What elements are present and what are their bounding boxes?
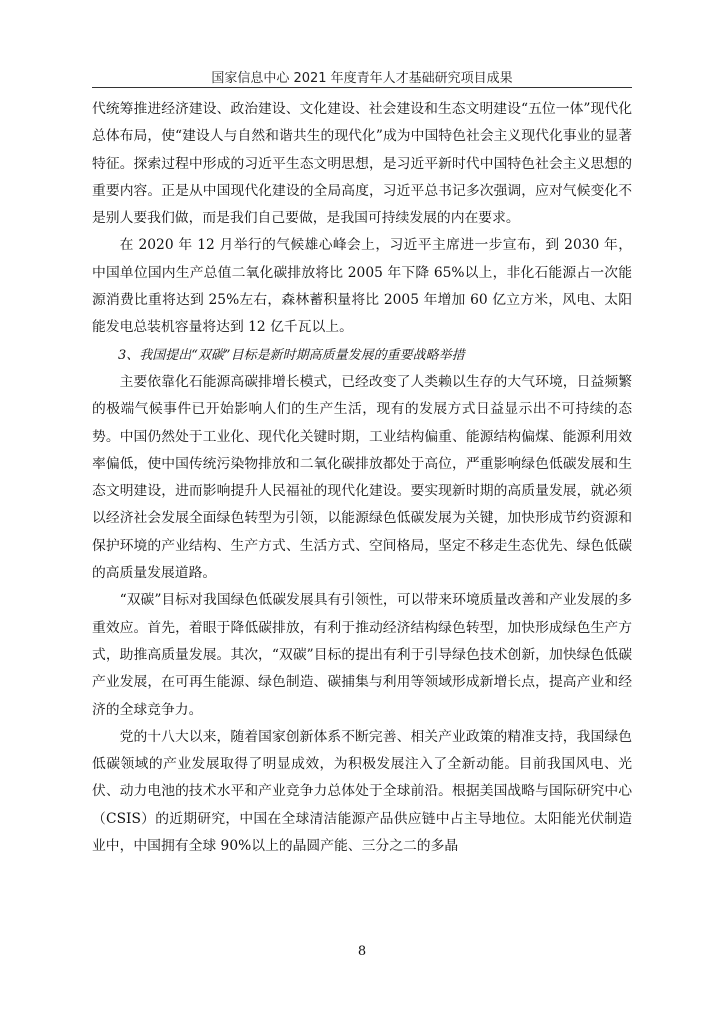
section-heading: 3、我国提出“双碳”目标是新时期高质量发展的重要战略举措 <box>118 347 465 363</box>
paragraph-industry-progress: 党的十八大以来，随着国家创新体系不断完善、相关产业政策的精准支持，我国绿色低碳领域的产业发展取得了明显成效，为积极发展注入了全新动能。目前我国风电、光伏、动力电池的技术水平和产业竞争力总体处于全球前沿。根据美国战略与国际研究中心（CSIS）的近期研究，中国在全球清洁能源产品供应链中占主导地位。太阳能光伏制造业中，中国拥有全球 90%以上的晶圆产能、三分之二的多晶 <box>92 728 632 855</box>
page-header: 国家信息中心 2021 年度青年人才基础研究项目成果 <box>211 71 513 86</box>
paragraph-dual-carbon-goals: “双碳”目标对我国绿色低碳发展具有引领性，可以带来环境质量改善和产业发展的多重效应。首先，着眼于降低碳排放，有利于推动经济结构绿色转型，加快形成绿色生产方式，助推高质量发展。其次，“双碳”目标的提出有利于引导绿色技术创新，加快绿色低碳产业发展，在可再生能源、绿色制造、碳捕集与利用等领域形成新增长点，提高产业和经济的全球竞争力。 <box>92 592 632 718</box>
page-number: 8 <box>357 944 367 959</box>
header-rule <box>92 87 632 88</box>
paragraph-climate-summit: 在 2020 年 12 月举行的气候雄心峰会上，习近平主席进一步宣布，到 2030 年，中国单位国内生产总值二氧化碳排放将比 2005 年下降 65%以上，非化石能源占一次能源消费比重将达到 25%左右，森林蓄积量将比 2005 年增加 60 亿立方米，风电、太阳能发电总装机容量将达到 12 亿千瓦以上。 <box>92 237 632 336</box>
paragraph-continued: 代统筹推进经济建设、政治建设、文化建设、社会建设和生态文明建设“五位一体”现代化总体布局，使“建设人与自然和谐共生的现代化”成为中国特色社会主义现代化事业的显著特征。探索过程中形成的习近平生态文明思想，是习近平新时代中国特色社会主义思想的重要内容。正是从中国现代化建设的全局高度，习近平总书记多次强调，应对气候变化不是别人要我们做，而是我们自己要做，是我国可持续发展的内在要求。 <box>92 101 632 227</box>
document-body <box>92 96 632 860</box>
paragraph-development-model: 主要依靠化石能源高碳排增长模式，已经改变了人类赖以生存的大气环境，日益频繁的极端气候事件已开始影响人们的生产生活，现有的发展方式日益显示出不可持续的态势。中国仍然处于工业化、现代化关键时期，工业结构偏重、能源结构偏煤、能源利用效率偏低，使中国传统污染物排放和二氧化碳排放都处于高位，严重影响绿色低碳发展和生态文明建设，进而影响提升人民福祉的现代化建设。要实现新时期的高质量发展，就必须以经济社会发展全面绿色转型为引领，以能源绿色低碳发展为关键，加快形成节约资源和保护环境的产业结构、生产方式、生活方式、空间格局，坚定不移走生态优先、绿色低碳的高质量发展道路。 <box>92 373 632 582</box>
